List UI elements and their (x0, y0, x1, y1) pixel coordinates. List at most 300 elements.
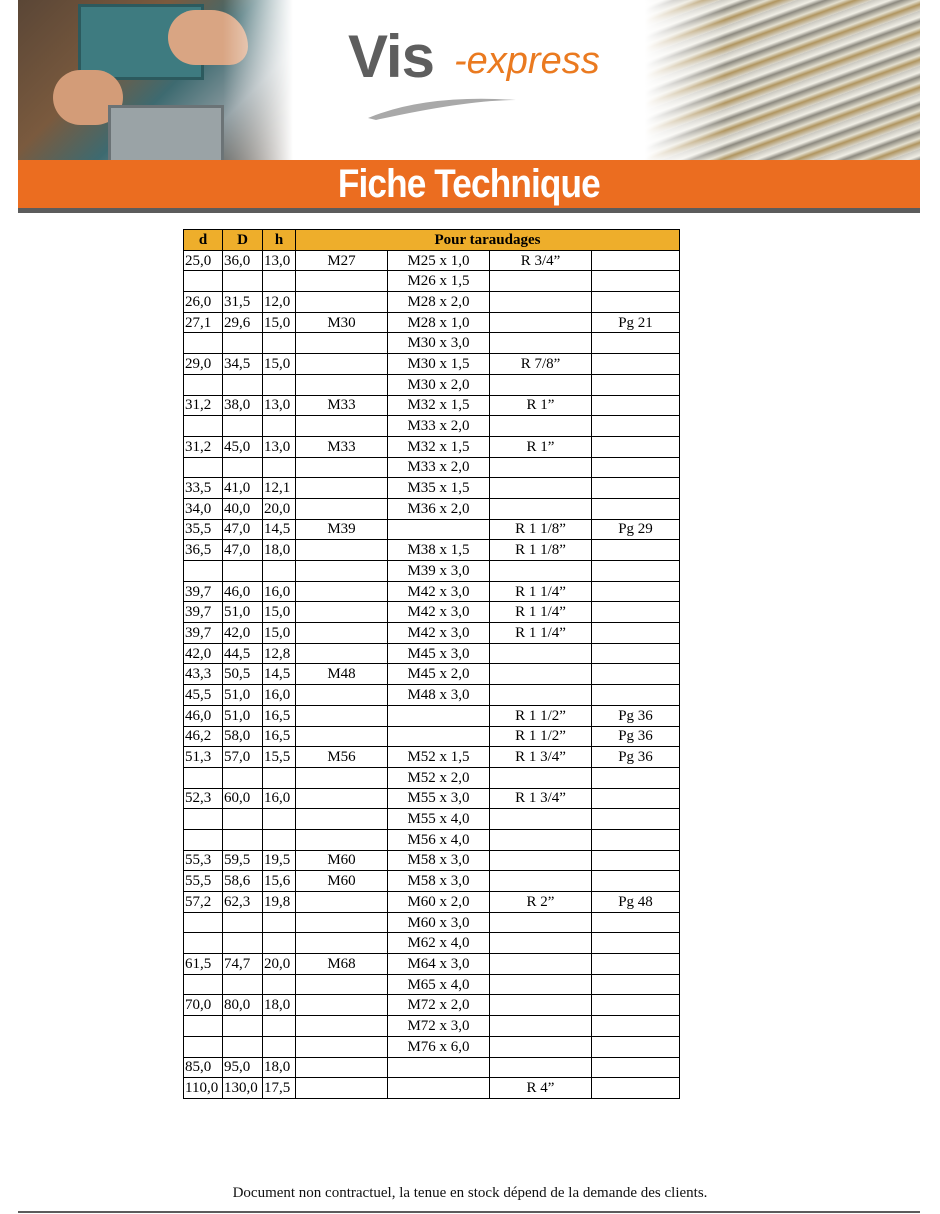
cell-d: 46,0 (184, 705, 223, 726)
cell-thread-gas (490, 374, 592, 395)
cell-thread-pg: Pg 36 (592, 726, 680, 747)
cell-d (184, 374, 223, 395)
cell-thread-gas (490, 954, 592, 975)
table-row (184, 933, 680, 954)
cell-d: 25,0 (184, 250, 223, 271)
cell-thread-gas (490, 478, 592, 499)
table-row (184, 519, 680, 540)
footer-note: Document non contractuel, la tenue en stock dépend de la demande des clients. (232, 1185, 708, 1201)
table-row (184, 1036, 680, 1057)
table-row (184, 561, 680, 582)
cell-thread-fine: M60 x 2,0 (388, 892, 490, 913)
cell-thread-gas (490, 767, 592, 788)
table-row (184, 354, 680, 375)
cell-D (223, 767, 263, 788)
cell-h (263, 374, 296, 395)
cell-h (263, 333, 296, 354)
cell-h (263, 561, 296, 582)
cell-thread-gas: R 1 1/4” (490, 623, 592, 644)
cell-thread-gas: R 1 1/4” (490, 602, 592, 623)
cell-d (184, 561, 223, 582)
cell-thread-pg (592, 354, 680, 375)
cell-thread-m: M33 (296, 395, 388, 416)
cell-d (184, 457, 223, 478)
cell-h (263, 933, 296, 954)
table-row (184, 788, 680, 809)
cell-thread-gas: R 1 1/2” (490, 705, 592, 726)
cell-D (223, 809, 263, 830)
cell-thread-m (296, 1078, 388, 1099)
header-D: D (223, 230, 263, 251)
cell-d: 26,0 (184, 292, 223, 313)
cell-thread-m (296, 892, 388, 913)
cell-h: 15,0 (263, 312, 296, 333)
table-row (184, 623, 680, 644)
cell-thread-fine: M30 x 2,0 (388, 374, 490, 395)
cell-thread-pg (592, 1057, 680, 1078)
cell-D (223, 271, 263, 292)
table-row (184, 850, 680, 871)
cell-thread-gas (490, 312, 592, 333)
cell-d: 27,1 (184, 312, 223, 333)
cell-h (263, 271, 296, 292)
cell-D: 80,0 (223, 995, 263, 1016)
cell-h: 13,0 (263, 436, 296, 457)
cell-h: 15,0 (263, 354, 296, 375)
cell-thread-pg (592, 436, 680, 457)
cell-thread-pg: Pg 21 (592, 312, 680, 333)
cell-h: 13,0 (263, 395, 296, 416)
cell-thread-m (296, 912, 388, 933)
cell-thread-m: M27 (296, 250, 388, 271)
cell-D: 46,0 (223, 581, 263, 602)
cell-thread-gas: R 1 1/8” (490, 519, 592, 540)
cell-thread-m: M60 (296, 850, 388, 871)
cell-thread-fine: M32 x 1,5 (388, 395, 490, 416)
table-header-row (184, 230, 680, 251)
table-row (184, 664, 680, 685)
cell-thread-fine: M55 x 4,0 (388, 809, 490, 830)
cell-D (223, 1016, 263, 1037)
cell-thread-pg (592, 416, 680, 437)
cell-h: 16,5 (263, 705, 296, 726)
cell-h: 19,8 (263, 892, 296, 913)
cell-d (184, 416, 223, 437)
cell-D: 58,0 (223, 726, 263, 747)
banner-divider (18, 208, 920, 213)
cell-h: 13,0 (263, 250, 296, 271)
cell-thread-fine: M35 x 1,5 (388, 478, 490, 499)
cell-thread-fine: M65 x 4,0 (388, 974, 490, 995)
cell-thread-m: M30 (296, 312, 388, 333)
cell-h (263, 1016, 296, 1037)
cell-d: 34,0 (184, 498, 223, 519)
cell-d: 110,0 (184, 1078, 223, 1099)
cell-thread-pg (592, 788, 680, 809)
cell-thread-pg (592, 767, 680, 788)
cell-h: 12,1 (263, 478, 296, 499)
cell-thread-m (296, 374, 388, 395)
cell-d: 55,5 (184, 871, 223, 892)
cell-thread-pg: Pg 36 (592, 747, 680, 768)
cell-thread-gas (490, 271, 592, 292)
banner-title: Fiche Technique (338, 161, 600, 206)
cell-thread-fine: M76 x 6,0 (388, 1036, 490, 1057)
cell-h (263, 829, 296, 850)
cell-thread-fine: M32 x 1,5 (388, 436, 490, 457)
table-row (184, 747, 680, 768)
cell-thread-pg (592, 250, 680, 271)
table-row (184, 395, 680, 416)
cell-D: 36,0 (223, 250, 263, 271)
cell-thread-m (296, 933, 388, 954)
cell-D (223, 1036, 263, 1057)
cell-d: 85,0 (184, 1057, 223, 1078)
cell-thread-pg (592, 374, 680, 395)
cell-thread-m (296, 333, 388, 354)
cell-D (223, 829, 263, 850)
cell-thread-m (296, 623, 388, 644)
cell-thread-pg (592, 871, 680, 892)
cell-D: 74,7 (223, 954, 263, 975)
cell-d: 35,5 (184, 519, 223, 540)
cell-thread-m (296, 478, 388, 499)
cell-h (263, 809, 296, 830)
table-row (184, 995, 680, 1016)
table-row (184, 809, 680, 830)
cell-thread-fine: M56 x 4,0 (388, 829, 490, 850)
cell-d: 31,2 (184, 395, 223, 416)
cell-thread-pg: Pg 29 (592, 519, 680, 540)
cell-h: 19,5 (263, 850, 296, 871)
cell-d: 55,3 (184, 850, 223, 871)
cell-h: 16,0 (263, 581, 296, 602)
cell-h: 16,5 (263, 726, 296, 747)
cell-thread-fine: M60 x 3,0 (388, 912, 490, 933)
cell-thread-fine: M30 x 3,0 (388, 333, 490, 354)
cell-thread-fine: M36 x 2,0 (388, 498, 490, 519)
cell-h: 15,5 (263, 747, 296, 768)
cell-h: 16,0 (263, 788, 296, 809)
table-row (184, 540, 680, 561)
cell-thread-fine: M58 x 3,0 (388, 871, 490, 892)
cell-thread-pg (592, 809, 680, 830)
cell-thread-gas: R 1 1/2” (490, 726, 592, 747)
cell-thread-fine: M42 x 3,0 (388, 602, 490, 623)
cell-D: 130,0 (223, 1078, 263, 1099)
cell-thread-fine: M28 x 1,0 (388, 312, 490, 333)
cell-thread-gas: R 1” (490, 395, 592, 416)
logo-sub-text: -express (454, 40, 600, 82)
cell-D (223, 974, 263, 995)
cell-thread-gas: R 1 1/8” (490, 540, 592, 561)
cell-thread-m (296, 829, 388, 850)
cell-thread-m (296, 995, 388, 1016)
cell-h: 18,0 (263, 540, 296, 561)
table-row (184, 333, 680, 354)
cell-h: 12,8 (263, 643, 296, 664)
cell-h: 14,5 (263, 664, 296, 685)
cell-thread-fine: M52 x 2,0 (388, 767, 490, 788)
cell-D (223, 333, 263, 354)
cell-thread-m (296, 788, 388, 809)
cell-thread-pg (592, 292, 680, 313)
cell-thread-gas: R 7/8” (490, 354, 592, 375)
cell-thread-gas (490, 416, 592, 437)
cell-thread-m (296, 498, 388, 519)
cell-d: 43,3 (184, 664, 223, 685)
cell-thread-m: M68 (296, 954, 388, 975)
table-body (184, 250, 680, 1098)
cell-d (184, 333, 223, 354)
header-h: h (263, 230, 296, 251)
brand-logo (348, 22, 628, 112)
workshop-photo (18, 0, 293, 160)
cell-thread-gas: R 3/4” (490, 250, 592, 271)
cell-h (263, 912, 296, 933)
footer-divider (18, 1211, 920, 1213)
cell-thread-m (296, 767, 388, 788)
logo-swoosh-icon (366, 92, 556, 122)
cell-d: 31,2 (184, 436, 223, 457)
cell-d: 57,2 (184, 892, 223, 913)
cell-D (223, 933, 263, 954)
cell-thread-fine (388, 1057, 490, 1078)
cell-thread-pg (592, 395, 680, 416)
cell-D (223, 561, 263, 582)
cell-d (184, 829, 223, 850)
cell-h: 20,0 (263, 954, 296, 975)
table-row (184, 581, 680, 602)
cell-h: 15,0 (263, 602, 296, 623)
cell-thread-gas (490, 333, 592, 354)
header-pour-taraudages: Pour taraudages (296, 230, 680, 251)
cell-thread-fine: M26 x 1,5 (388, 271, 490, 292)
cell-D: 29,6 (223, 312, 263, 333)
cell-thread-pg (592, 457, 680, 478)
cell-h: 15,6 (263, 871, 296, 892)
cell-D: 45,0 (223, 436, 263, 457)
table-row (184, 1016, 680, 1037)
cell-thread-fine: M38 x 1,5 (388, 540, 490, 561)
cell-thread-gas: R 4” (490, 1078, 592, 1099)
cell-thread-pg (592, 643, 680, 664)
cell-D: 47,0 (223, 519, 263, 540)
cell-thread-m: M48 (296, 664, 388, 685)
cell-d (184, 767, 223, 788)
cell-thread-fine: M33 x 2,0 (388, 457, 490, 478)
cell-h: 17,5 (263, 1078, 296, 1099)
cell-thread-fine: M42 x 3,0 (388, 581, 490, 602)
cell-thread-pg (592, 974, 680, 995)
cell-D: 51,0 (223, 685, 263, 706)
cell-thread-fine: M25 x 1,0 (388, 250, 490, 271)
cell-h (263, 457, 296, 478)
cell-thread-m (296, 809, 388, 830)
table-row (184, 643, 680, 664)
cell-thread-pg (592, 540, 680, 561)
cell-h: 18,0 (263, 995, 296, 1016)
cell-thread-fine (388, 1078, 490, 1099)
cell-thread-m (296, 1036, 388, 1057)
table-row (184, 705, 680, 726)
cell-D: 41,0 (223, 478, 263, 499)
cell-thread-m (296, 643, 388, 664)
cell-D: 40,0 (223, 498, 263, 519)
cell-thread-fine: M39 x 3,0 (388, 561, 490, 582)
cell-d (184, 271, 223, 292)
cell-D: 31,5 (223, 292, 263, 313)
cell-thread-gas (490, 850, 592, 871)
cell-thread-fine (388, 519, 490, 540)
table-row (184, 892, 680, 913)
cell-thread-gas (490, 292, 592, 313)
cell-thread-gas (490, 498, 592, 519)
cell-thread-pg (592, 829, 680, 850)
cell-thread-fine: M52 x 1,5 (388, 747, 490, 768)
cell-d: 39,7 (184, 602, 223, 623)
cell-thread-gas (490, 829, 592, 850)
table-row (184, 1078, 680, 1099)
table-row (184, 954, 680, 975)
cell-thread-pg (592, 850, 680, 871)
cell-h: 16,0 (263, 685, 296, 706)
header (18, 0, 920, 160)
cell-D: 57,0 (223, 747, 263, 768)
header-d: d (184, 230, 223, 251)
cell-h (263, 416, 296, 437)
cell-thread-pg: Pg 36 (592, 705, 680, 726)
cell-thread-gas: R 2” (490, 892, 592, 913)
spec-table (183, 229, 680, 1099)
cell-d: 51,3 (184, 747, 223, 768)
cell-thread-m (296, 705, 388, 726)
cell-h (263, 974, 296, 995)
cell-thread-pg (592, 333, 680, 354)
cell-D: 59,5 (223, 850, 263, 871)
cell-thread-fine: M72 x 3,0 (388, 1016, 490, 1037)
cell-d: 61,5 (184, 954, 223, 975)
cell-thread-pg (592, 933, 680, 954)
cell-thread-pg (592, 664, 680, 685)
cell-thread-fine: M64 x 3,0 (388, 954, 490, 975)
cell-thread-fine: M28 x 2,0 (388, 292, 490, 313)
cell-d: 33,5 (184, 478, 223, 499)
cell-thread-gas (490, 457, 592, 478)
cell-d: 29,0 (184, 354, 223, 375)
cell-D: 60,0 (223, 788, 263, 809)
cell-h (263, 767, 296, 788)
cell-thread-fine (388, 726, 490, 747)
table-row (184, 726, 680, 747)
cell-thread-pg (592, 1016, 680, 1037)
cell-thread-m (296, 540, 388, 561)
cell-thread-fine: M45 x 3,0 (388, 643, 490, 664)
table-row (184, 1057, 680, 1078)
cell-thread-pg: Pg 48 (592, 892, 680, 913)
cell-thread-m: M56 (296, 747, 388, 768)
cell-thread-m (296, 726, 388, 747)
cell-thread-fine: M45 x 2,0 (388, 664, 490, 685)
cell-d: 70,0 (184, 995, 223, 1016)
table-row (184, 250, 680, 271)
cell-thread-gas: R 1 1/4” (490, 581, 592, 602)
cell-D (223, 912, 263, 933)
cell-thread-m (296, 561, 388, 582)
cell-thread-pg (592, 912, 680, 933)
table-row (184, 457, 680, 478)
table-row (184, 871, 680, 892)
cell-thread-pg (592, 1036, 680, 1057)
cell-thread-fine: M33 x 2,0 (388, 416, 490, 437)
cell-thread-fine: M48 x 3,0 (388, 685, 490, 706)
cell-d: 36,5 (184, 540, 223, 561)
cell-thread-pg (592, 478, 680, 499)
table-row (184, 974, 680, 995)
table-row (184, 374, 680, 395)
cell-thread-m (296, 271, 388, 292)
cell-D: 34,5 (223, 354, 263, 375)
cell-thread-pg (592, 954, 680, 975)
cell-d (184, 809, 223, 830)
cell-h (263, 1036, 296, 1057)
cell-thread-gas (490, 643, 592, 664)
cell-thread-m: M60 (296, 871, 388, 892)
cell-D: 50,5 (223, 664, 263, 685)
cell-thread-pg (592, 271, 680, 292)
table-row (184, 912, 680, 933)
cell-thread-gas (490, 685, 592, 706)
cell-thread-pg (592, 995, 680, 1016)
cell-thread-fine: M42 x 3,0 (388, 623, 490, 644)
table-row (184, 436, 680, 457)
table-row (184, 602, 680, 623)
title-banner (18, 160, 920, 208)
cell-thread-gas (490, 933, 592, 954)
cell-D: 47,0 (223, 540, 263, 561)
cell-thread-gas (490, 1036, 592, 1057)
cell-thread-fine: M55 x 3,0 (388, 788, 490, 809)
cell-thread-pg (592, 602, 680, 623)
cell-thread-fine: M62 x 4,0 (388, 933, 490, 954)
cell-d (184, 974, 223, 995)
cell-thread-gas (490, 912, 592, 933)
cell-d (184, 1036, 223, 1057)
cell-h: 12,0 (263, 292, 296, 313)
cell-D: 51,0 (223, 602, 263, 623)
cell-h: 18,0 (263, 1057, 296, 1078)
cell-thread-gas (490, 809, 592, 830)
cell-thread-m (296, 1016, 388, 1037)
cell-D: 51,0 (223, 705, 263, 726)
cell-thread-pg (592, 1078, 680, 1099)
cell-thread-m (296, 685, 388, 706)
table-row (184, 478, 680, 499)
cell-thread-pg (592, 623, 680, 644)
cell-thread-pg (592, 498, 680, 519)
cell-d (184, 912, 223, 933)
cell-h: 15,0 (263, 623, 296, 644)
cell-d (184, 933, 223, 954)
cell-thread-gas: R 1 3/4” (490, 747, 592, 768)
cell-thread-m: M39 (296, 519, 388, 540)
cell-thread-m (296, 581, 388, 602)
cell-D: 38,0 (223, 395, 263, 416)
screws-photo (645, 0, 920, 160)
cell-thread-fine (388, 705, 490, 726)
cell-thread-m (296, 354, 388, 375)
cell-thread-fine: M58 x 3,0 (388, 850, 490, 871)
